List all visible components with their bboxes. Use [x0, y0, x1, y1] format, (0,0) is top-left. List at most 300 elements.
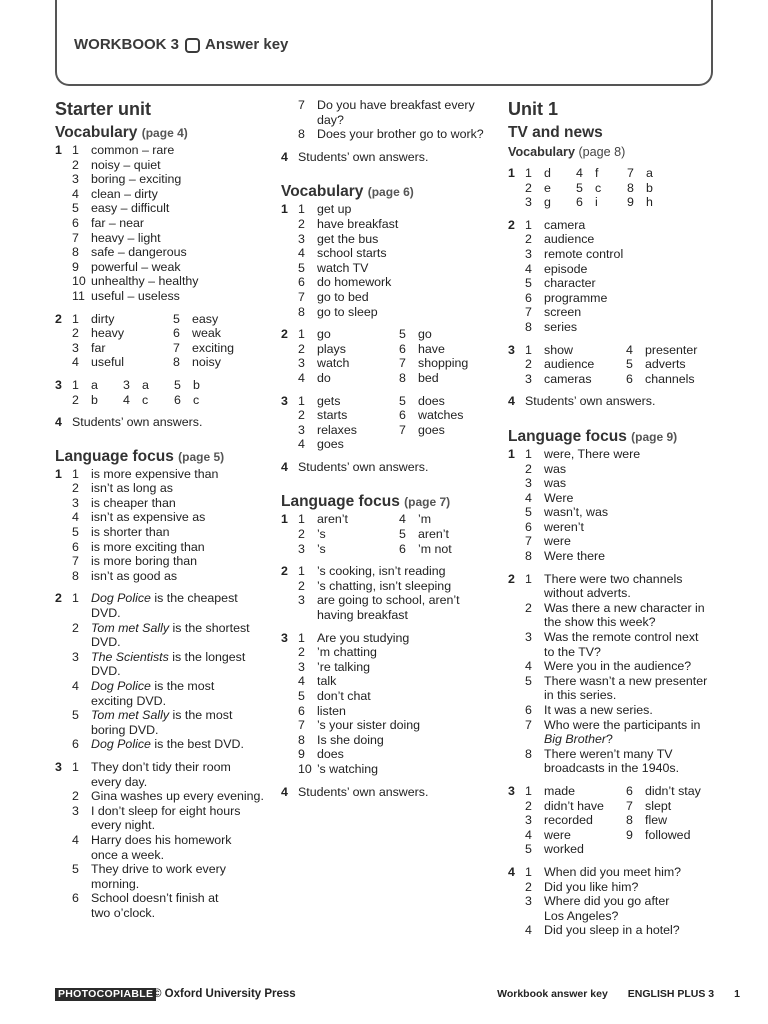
answer-text — [91, 891, 277, 920]
answer-cell — [298, 327, 399, 342]
item-number: 2 — [298, 645, 305, 660]
answer-cell — [174, 393, 225, 408]
item-number: 1 — [525, 217, 532, 232]
item-number: 6 — [72, 891, 79, 906]
answer-text: camera — [544, 217, 586, 232]
answer-text — [91, 591, 277, 620]
answer-line: having breakfast — [317, 608, 408, 623]
answer-text: a — [91, 377, 98, 392]
item-number: 2 — [525, 461, 532, 476]
answer-text: g — [544, 195, 551, 210]
item-number: 2 — [298, 408, 305, 423]
answer-cell — [525, 195, 576, 210]
answer-cell — [298, 527, 399, 542]
item-number: 8 — [72, 568, 79, 583]
item-number: 7 — [72, 230, 79, 245]
answer-text: clean – dirty — [91, 186, 158, 201]
answer-cell — [576, 166, 627, 181]
answer-text: exciting — [192, 340, 235, 355]
item-number: 4 — [525, 923, 532, 938]
answer-cell — [626, 372, 726, 387]
answer-line: Was there a new character in — [544, 600, 705, 615]
answer-row — [72, 187, 277, 202]
answer-text — [91, 789, 277, 804]
answer-cell — [525, 166, 576, 181]
answer-cell — [576, 181, 627, 196]
answer-text: safe – dangerous — [91, 245, 187, 260]
item-number: 9 — [72, 259, 79, 274]
answer-line: Big Brother? — [544, 732, 613, 747]
item-number: 1 — [525, 446, 532, 461]
item-number: 1 — [72, 143, 79, 157]
answer-row — [525, 572, 723, 601]
answer-row — [72, 481, 277, 496]
answer-row — [525, 232, 723, 247]
footer-book-label: ENGLISH PLUS 3 — [627, 988, 715, 1000]
answer-row — [298, 593, 503, 622]
item-number: 4 — [72, 186, 79, 201]
item-number: 2 — [72, 326, 79, 341]
item-number: 4 — [525, 490, 532, 505]
answer-text: c — [193, 392, 200, 407]
item-number: 1 — [525, 342, 532, 357]
item-number: 1 — [298, 512, 305, 527]
answer-row — [72, 591, 277, 620]
answer-text: ’m not — [418, 541, 452, 556]
answer-row — [525, 476, 723, 491]
answer-row — [298, 645, 503, 660]
answer-text: noisy – quiet — [91, 157, 161, 172]
answer-text: programme — [544, 290, 608, 305]
answer-row — [298, 704, 503, 719]
answer-text: ’s your sister doing — [317, 718, 421, 733]
answer-row — [298, 202, 503, 217]
item-number: 4 — [626, 342, 633, 357]
answer-row — [72, 326, 277, 341]
item-number: 6 — [72, 215, 79, 230]
answer-row — [525, 923, 723, 938]
column-starter-continued — [281, 98, 503, 807]
footer-right — [497, 988, 740, 1001]
item-number: 10 — [298, 761, 312, 776]
answer-text: starts — [317, 408, 348, 423]
item-number: 6 — [525, 703, 532, 717]
answer-row — [525, 549, 723, 564]
answer-row — [72, 833, 277, 862]
answer-text: listen — [317, 703, 346, 718]
answer-line: Dog Police is the most — [91, 679, 215, 693]
answer-text — [91, 708, 277, 737]
section-heading: Language focus (page 7) — [281, 493, 451, 511]
answer-line: boring DVD. — [91, 722, 159, 737]
exercise-1: 1 1 common – rare 2 noisy – quiet 3 boring – exciting 4 clean – dirty 5 easy – difficult 6 far – near 7 heavy – light 8 safe – dangerous 9 powerful – weak 10 unhealthy – healthy 11 useful – useless — [55, 143, 277, 304]
item-number: 6 — [399, 541, 406, 556]
answer-text: do homework — [317, 275, 392, 290]
answer-row — [72, 393, 277, 408]
answer-text: useful – useless — [91, 288, 180, 303]
item-number: 4 — [576, 166, 583, 180]
item-number: 6 — [525, 519, 532, 534]
item-number: 1 — [298, 327, 305, 342]
answer-row — [72, 355, 277, 370]
answer-row — [525, 784, 726, 799]
answer-row — [525, 674, 723, 703]
answer-line: DVD. — [91, 606, 121, 621]
exercise-3: 3 1 gets 5 does 2 starts 6 watches 3 relaxes 7 goes 4 goes — [281, 394, 503, 452]
answer-text: remote control — [544, 246, 624, 261]
answer-line: DVD. — [91, 635, 121, 650]
answer-row — [72, 891, 277, 920]
item-number: 2 — [525, 879, 532, 894]
answer-text — [544, 703, 723, 718]
item-number: 1 — [72, 759, 79, 774]
answer-text: useful — [91, 355, 125, 370]
answer-text: recorded — [544, 813, 593, 828]
answer-row — [72, 467, 277, 482]
item-number: 1 — [298, 564, 305, 579]
answer-cell — [298, 342, 399, 357]
answer-row — [72, 708, 277, 737]
item-number: 6 — [525, 290, 532, 305]
answer-text: character — [544, 276, 596, 291]
answer-text: noisy — [192, 355, 221, 370]
answer-line: They don’t tidy their room — [91, 759, 231, 774]
item-number: 7 — [298, 98, 305, 112]
answer-text: was — [544, 461, 567, 476]
item-number: 8 — [399, 370, 406, 385]
item-number: 4 — [525, 659, 532, 674]
answer-cell — [399, 371, 499, 386]
answer-text: a — [646, 166, 653, 180]
answer-cell — [399, 394, 499, 409]
answer-text — [317, 98, 503, 127]
answer-row — [298, 356, 503, 371]
item-number: 1 — [525, 166, 532, 180]
item-number: 8 — [626, 813, 633, 828]
answer-line: to the TV? — [544, 644, 601, 659]
answer-row — [525, 747, 723, 776]
answer-line: day? — [317, 112, 344, 127]
answer-line: once a week. — [91, 847, 165, 862]
answer-text: watch — [317, 356, 350, 371]
answer-text: go to sleep — [317, 304, 378, 319]
answer-row — [72, 862, 277, 891]
answer-text: is cheaper than — [91, 495, 176, 510]
item-number: 5 — [298, 689, 305, 703]
item-number: 3 — [525, 813, 532, 828]
item-number: 3 — [298, 593, 305, 608]
item-number: 7 — [525, 305, 532, 320]
answer-text: Were — [544, 490, 574, 505]
unit-heading: Unit 1 — [508, 99, 559, 119]
answer-text: common – rare — [91, 143, 175, 157]
answer-cell — [525, 343, 626, 358]
answer-text: b — [646, 180, 653, 195]
exercise-4: 4 Students’ own answers. — [508, 394, 656, 409]
item-number: 2 — [525, 180, 532, 195]
item-number: 4 — [298, 246, 305, 261]
answer-text: bed — [418, 370, 439, 385]
answer-text: presenter — [645, 342, 698, 357]
item-number: 4 — [399, 512, 406, 527]
answer-line: They drive to work every — [91, 862, 226, 877]
answer-cell — [173, 355, 273, 370]
exercise-2: 2 1 ’s cooking, isn’t reading 2 ’s chatting, isn’t sleeping 3 are going to school, aren’t having breakfast — [281, 564, 503, 622]
item-number: 2 — [298, 216, 305, 231]
answer-line: are going to school, aren’t — [317, 593, 460, 608]
item-number: 7 — [399, 422, 406, 437]
answer-row — [298, 689, 503, 704]
answer-row — [298, 631, 503, 646]
answer-row — [525, 520, 723, 535]
answer-text: do — [317, 370, 331, 385]
answer-cell — [72, 341, 173, 356]
answer-line: broadcasts in the 1940s. — [544, 761, 680, 776]
answer-line: There wasn’t a new presenter — [544, 673, 708, 688]
item-number: 6 — [298, 275, 305, 290]
answer-row — [72, 312, 277, 327]
answer-cell — [525, 372, 626, 387]
item-number: 11 — [72, 288, 85, 303]
answer-cell — [399, 327, 499, 342]
answer-row — [525, 262, 723, 277]
item-number: 2 — [525, 357, 532, 372]
title-italic: Dog Police — [91, 737, 151, 752]
answer-row — [72, 650, 277, 679]
answer-text — [317, 127, 503, 142]
item-number: 4 — [72, 679, 79, 693]
answer-text: talk — [317, 674, 337, 689]
item-number: 4 — [525, 827, 532, 842]
answer-cell — [174, 378, 225, 393]
exercise-3: 3 1 show 4 presenter 2 audience 5 adverts 3 cameras 6 channels — [508, 343, 723, 387]
answer-cell — [626, 828, 726, 843]
answer-text: does — [418, 393, 445, 408]
item-number: 4 — [298, 674, 305, 689]
answer-text: school starts — [317, 246, 387, 261]
answer-row — [525, 534, 723, 549]
item-number: 6 — [173, 326, 180, 341]
answer-cell — [626, 343, 726, 358]
item-number: 1 — [525, 571, 532, 586]
answer-row — [72, 540, 277, 555]
answer-text: were — [544, 827, 571, 842]
answer-text: is more expensive than — [91, 466, 219, 481]
answer-text: slept — [645, 798, 672, 813]
answer-line: morning. — [91, 876, 140, 891]
answer-row — [72, 245, 277, 260]
answer-row — [72, 216, 277, 231]
item-number: 6 — [626, 371, 633, 386]
section-heading: Vocabulary (page 8) — [508, 145, 626, 159]
footer — [55, 988, 740, 1002]
answer-row — [72, 621, 277, 650]
item-number: 3 — [72, 803, 79, 818]
answer-cell — [399, 542, 499, 557]
answer-row — [525, 166, 723, 181]
item-number: 8 — [173, 355, 180, 370]
answer-text: get the bus — [317, 231, 379, 246]
answer-row — [525, 195, 723, 210]
item-number: 9 — [298, 747, 305, 762]
item-number: 3 — [72, 172, 79, 187]
answer-text: is more boring than — [91, 554, 198, 569]
answer-text — [317, 593, 503, 622]
answer-text: go — [317, 327, 331, 342]
answer-row — [72, 760, 277, 789]
answer-text: h — [646, 195, 653, 210]
answer-text: e — [544, 180, 551, 195]
item-number: 5 — [174, 377, 181, 392]
answer-text: weak — [192, 326, 221, 341]
answer-row — [72, 510, 277, 525]
exercise-1: 1 1 is more expensive than 2 isn’t as long as 3 is cheaper than 4 isn’t as expensive as 5 is shorter than 6 is more exciting than 7 is more boring than 8 isn’t as good as — [55, 467, 277, 584]
item-number: 1 — [72, 591, 79, 606]
exercise-1: 1 1 were, There were 2 was 3 was 4 Were 5 wasn’t, was 6 weren’t 7 were 8 Were there — [508, 447, 723, 564]
answer-text: were — [544, 534, 571, 549]
answer-line: Where did you go after — [544, 894, 670, 909]
answer-row — [298, 305, 503, 320]
item-number: 4 — [72, 510, 79, 525]
item-number: 7 — [525, 534, 532, 549]
item-number: 7 — [173, 340, 180, 355]
answer-cell — [173, 326, 273, 341]
title-italic: Big Brother — [544, 732, 606, 747]
item-number: 6 — [399, 408, 406, 423]
answer-line: the show this week? — [544, 615, 656, 630]
answer-text — [91, 862, 277, 891]
answer-text: goes — [317, 437, 344, 452]
answer-text: heavy — [91, 326, 125, 341]
item-number: 9 — [627, 195, 634, 210]
title-workbook: WORKBOOK 3 — [74, 36, 179, 54]
exercise-2: 2 1 camera 2 audience 3 remote control 4 episode 5 character 6 programme 7 screen 8 series — [508, 218, 723, 335]
item-number: 1 — [525, 864, 532, 879]
item-number: 5 — [399, 527, 406, 542]
answer-row — [298, 290, 503, 305]
answer-text — [317, 564, 503, 579]
exercise-4: 4 Students’ own answers. — [281, 784, 429, 799]
answer-cell — [173, 341, 273, 356]
answer-text — [544, 718, 723, 747]
answer-row — [525, 799, 726, 814]
answer-line: I don’t sleep for eight hours — [91, 803, 241, 818]
answer-text: didn’t have — [544, 798, 604, 813]
answer-row — [298, 217, 503, 232]
answer-line: School doesn’t finish at — [91, 891, 219, 906]
answer-row — [298, 232, 503, 247]
answer-line: in this series. — [544, 688, 617, 703]
answer-cell — [627, 181, 678, 196]
answer-row — [525, 372, 726, 387]
answer-row — [525, 305, 723, 320]
answer-text: go — [418, 327, 432, 342]
item-number: 3 — [298, 422, 305, 437]
item-number: 5 — [399, 393, 406, 408]
answer-cell — [298, 371, 399, 386]
answer-line: Dog Police is the cheapest — [91, 591, 238, 606]
answer-cell — [173, 312, 273, 327]
answer-text: gets — [317, 393, 341, 408]
item-number: 5 — [626, 357, 633, 372]
answer-text: watches — [418, 408, 464, 423]
item-number: 1 — [298, 393, 305, 408]
item-number: 4 — [72, 832, 79, 847]
answer-cell — [399, 527, 499, 542]
answer-cell — [576, 195, 627, 210]
title-italic: Tom met Sally — [91, 620, 170, 635]
item-number: 5 — [173, 311, 180, 326]
answer-line: Dog Police is the best DVD. — [91, 737, 244, 752]
item-number: 3 — [525, 371, 532, 386]
item-number: 7 — [298, 289, 305, 304]
item-number: 3 — [298, 231, 305, 246]
answer-text: boring – exciting — [91, 172, 182, 187]
item-number: 2 — [72, 481, 79, 496]
answer-row — [525, 447, 723, 462]
answer-row — [72, 260, 277, 275]
answer-row — [298, 564, 503, 579]
answer-text: isn’t as long as — [91, 481, 173, 496]
answer-row — [525, 828, 726, 843]
item-number: 8 — [298, 304, 305, 319]
answer-line: Los Angeles? — [544, 908, 619, 923]
answer-text — [544, 923, 723, 938]
unit-heading: Starter unit — [55, 99, 152, 119]
section-heading: Vocabulary (page 6) — [281, 183, 414, 201]
item-number: 5 — [72, 708, 79, 723]
answer-text — [544, 659, 723, 674]
workbook-square-icon — [185, 38, 200, 53]
answer-cell — [399, 342, 499, 357]
answer-row — [525, 357, 726, 372]
answer-row — [72, 289, 277, 304]
answer-row — [72, 554, 277, 569]
answer-text: audience — [544, 357, 595, 372]
answer-row — [72, 496, 277, 511]
answer-row — [72, 569, 277, 584]
answer-cell — [298, 542, 399, 557]
item-number: 8 — [627, 180, 634, 195]
answer-text: series — [544, 319, 578, 334]
item-number: 4 — [123, 392, 130, 407]
exercise-3-continued — [281, 98, 503, 142]
item-number: 5 — [72, 201, 79, 216]
section-heading: Vocabulary (page 4) — [55, 124, 188, 141]
answer-line: without adverts. — [544, 586, 631, 601]
item-number: 1 — [525, 783, 532, 798]
answer-text: ’s — [317, 527, 326, 542]
answer-text: is shorter than — [91, 525, 170, 540]
item-number: 2 — [72, 392, 79, 407]
answer-text: have — [418, 341, 445, 356]
answer-text: far — [91, 340, 106, 355]
item-number: 2 — [525, 232, 532, 247]
exercise-4: 4 1 When did you meet him? 2 Did you like him? 3 Where did you go after Los Angeles? 4 Did you sleep in a hotel? — [508, 865, 723, 938]
answer-row — [298, 579, 503, 594]
answer-text: ’m — [418, 512, 432, 527]
item-number: 8 — [298, 732, 305, 747]
answer-cell — [298, 512, 399, 527]
answer-cell — [399, 356, 499, 371]
answer-cell — [298, 437, 399, 452]
exercise-1: 1 1 get up 2 have breakfast 3 get the bus 4 school starts 5 watch TV 6 do homework 7 go to bed 8 go to sleep — [281, 202, 503, 319]
answer-row — [525, 343, 726, 358]
exercise-2: 2 1 There were two channels without adverts. 2 Was there a new character in the show this week? 3 Was the remote control next to the TV? 4 Were you in the audience? 5 There wasn’t a new presenter in this series. 6 It was a new series. 7 Who were the participants in Big Brother? 8 There weren’t many TV broadcasts in the 1940s. — [508, 572, 723, 776]
answer-cell — [298, 356, 399, 371]
answer-row — [525, 880, 723, 895]
answer-row — [525, 505, 723, 520]
